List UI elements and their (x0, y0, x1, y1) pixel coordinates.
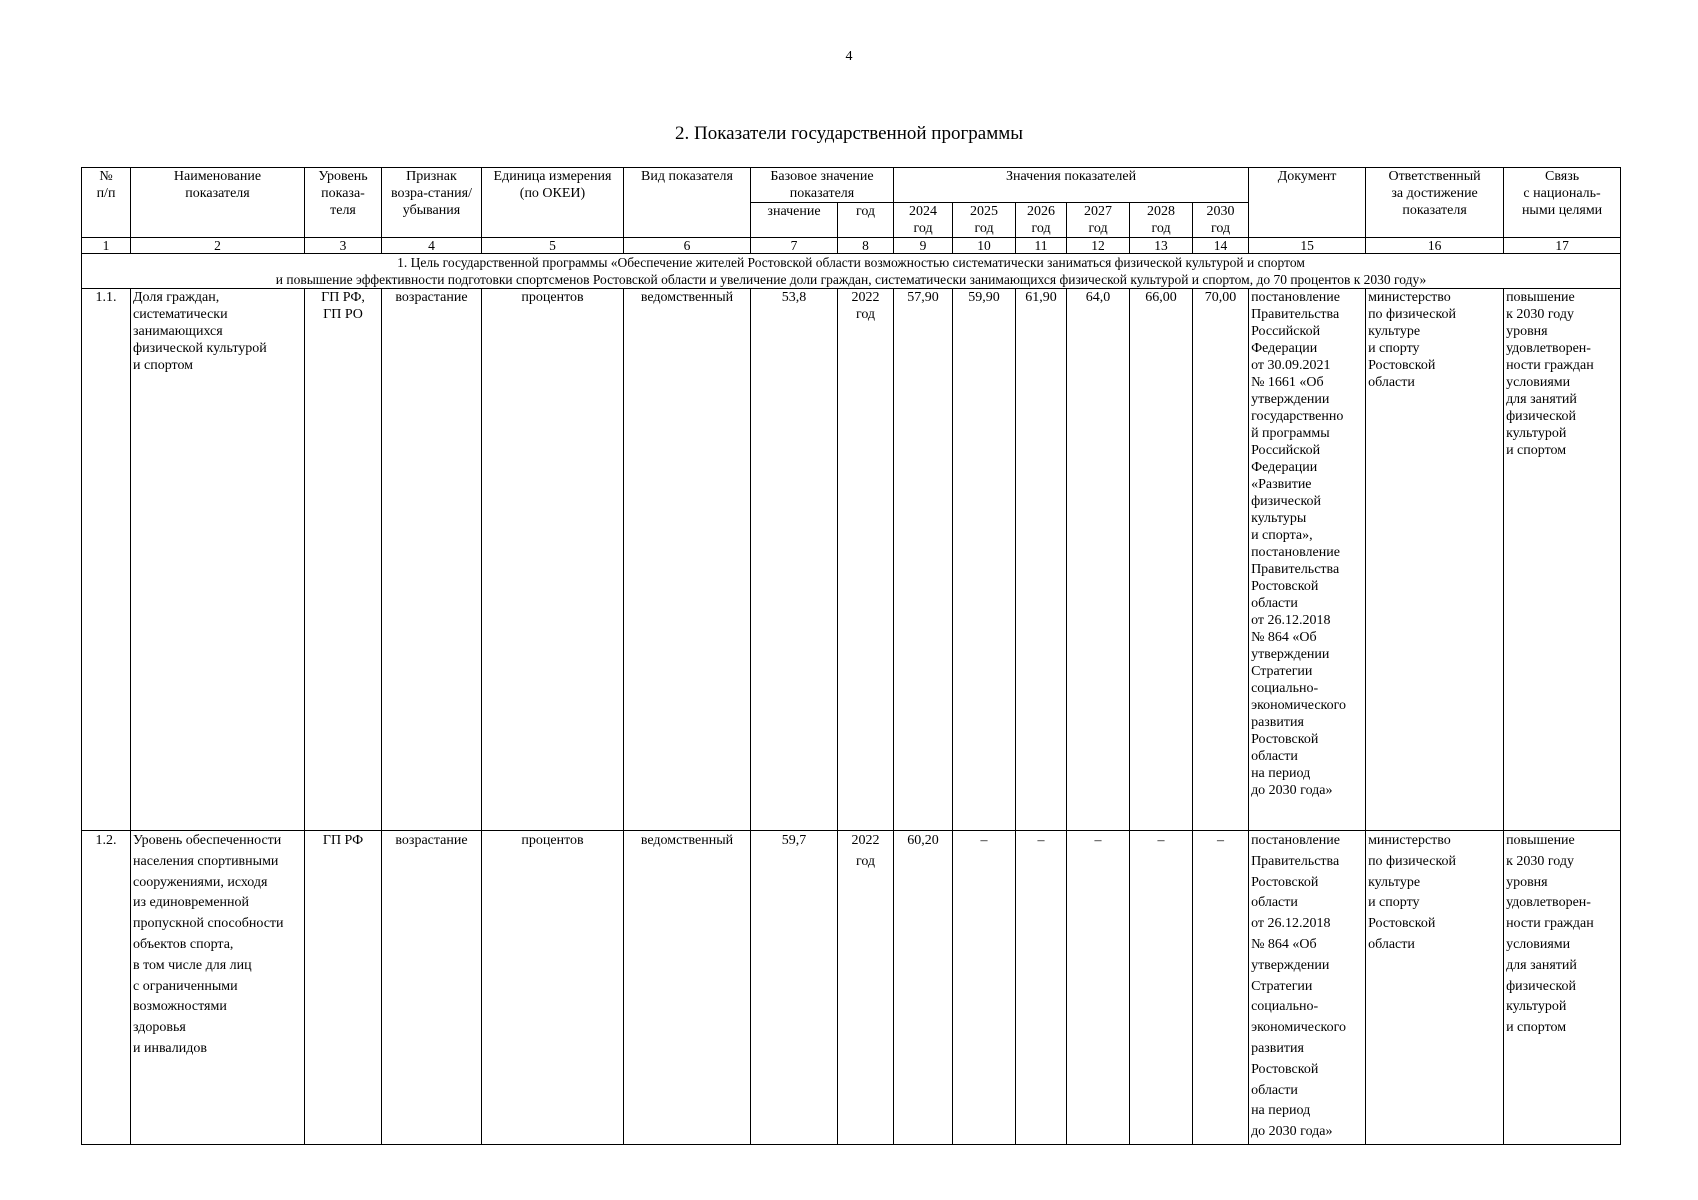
header-document: Документ (1249, 168, 1366, 238)
header-base-year: год (838, 203, 894, 238)
value-2026: 61,90 (1016, 289, 1067, 831)
table-row (82, 289, 1621, 831)
responsible-body: министерство по физической культуре и спорту Ростовской области (1366, 289, 1504, 831)
column-number: 15 (1249, 238, 1366, 254)
column-number: 7 (751, 238, 838, 254)
row-number: 1.1. (82, 289, 131, 831)
value-2027: 64,0 (1067, 289, 1130, 831)
indicator-name: Уровень обеспеченности населения спортивными сооружениями, исходя из единовременной пропускной способности объектов спорта, в том числе для лиц с ограниченными возможностями здоровья и инвалидов (131, 831, 305, 1145)
header-link: Связь с националь- ными целями (1504, 168, 1621, 238)
indicators-table (81, 167, 1621, 1145)
header-name: Наименование показателя (131, 168, 305, 238)
header-2027: 2027 год (1067, 203, 1130, 238)
base-year: 2022 год (838, 831, 894, 1145)
indicator-unit: процентов (482, 289, 624, 831)
header-unit: Единица измерения (по ОКЕИ) (482, 168, 624, 238)
row-number: 1.2. (82, 831, 131, 1145)
header-2025: 2025 год (953, 203, 1016, 238)
column-number: 14 (1193, 238, 1249, 254)
indicator-name: Доля граждан, систематически занимающихся физической культурой и спортом (131, 289, 305, 831)
value-2025: 59,90 (953, 289, 1016, 831)
header-2024: 2024 год (894, 203, 953, 238)
header-responsible: Ответственный за достижение показателя (1366, 168, 1504, 238)
column-number: 2 (131, 238, 305, 254)
national-goal-link: повышение к 2030 году уровня удовлетворен- ности граждан условиями для занятий физической культурой и спортом (1504, 289, 1621, 831)
header-2030: 2030 год (1193, 203, 1249, 238)
column-number: 9 (894, 238, 953, 254)
indicator-level: ГП РФ (305, 831, 382, 1145)
page-title: 2. Показатели государственной программы (674, 123, 1024, 144)
indicator-trend: возрастание (382, 289, 482, 831)
column-number: 12 (1067, 238, 1130, 254)
value-2028: – (1130, 831, 1193, 1145)
column-number: 10 (953, 238, 1016, 254)
header-trend: Признак возра-стания/ убывания (382, 168, 482, 238)
header-level: Уровень показа- теля (305, 168, 382, 238)
indicator-level: ГП РФ, ГП РО (305, 289, 382, 831)
document-reference: постановление Правительства Ростовской области от 26.12.2018 № 864 «Об утверждении Стратегии социально- экономического развития Ростовской области на период до 2030 года» (1249, 831, 1366, 1145)
program-goal: 1. Цель государственной программы «Обеспечение жителей Ростовской области возможностью систематически заниматься физической культурой и спортом и повышение эффективности подготовки спортсменов Ростовской области и увеличение доли граждан, систематически занимающихся физической культурой и спортом, до 70 процентов к 2030 году» (82, 254, 1621, 289)
indicator-kind: ведомственный (624, 289, 751, 831)
column-number: 6 (624, 238, 751, 254)
header-values: Значения показателей (894, 168, 1249, 203)
indicator-unit: процентов (482, 831, 624, 1145)
page-number: 4 (845, 49, 853, 64)
base-value: 53,8 (751, 289, 838, 831)
value-2030: 70,00 (1193, 289, 1249, 831)
responsible-body: министерство по физической культуре и спорту Ростовской области (1366, 831, 1504, 1145)
column-number: 4 (382, 238, 482, 254)
column-number: 11 (1016, 238, 1067, 254)
table-row (82, 831, 1621, 1145)
value-2025: – (953, 831, 1016, 1145)
value-2030: – (1193, 831, 1249, 1145)
header-2028: 2028 год (1130, 203, 1193, 238)
column-number: 5 (482, 238, 624, 254)
column-number: 13 (1130, 238, 1193, 254)
value-2028: 66,00 (1130, 289, 1193, 831)
national-goal-link: повышение к 2030 году уровня удовлетворен- ности граждан условиями для занятий физической культурой и спортом (1504, 831, 1621, 1145)
value-2024: 60,20 (894, 831, 953, 1145)
document-reference: постановление Правительства Российской Федерации от 30.09.2021 № 1661 «Об утверждении государственно й программы Российской Федерации «Развитие физической культуры и спорта», постановление Правительства Ростовской области от 26.12.2018 № 864 «Об утверждении Стратегии социально- экономического развития Ростовской области на период до 2030 года» (1249, 289, 1366, 831)
column-number: 16 (1366, 238, 1504, 254)
column-number: 8 (838, 238, 894, 254)
indicator-kind: ведомственный (624, 831, 751, 1145)
value-2024: 57,90 (894, 289, 953, 831)
base-year: 2022 год (838, 289, 894, 831)
value-2026: – (1016, 831, 1067, 1145)
header-number: № п/п (82, 168, 131, 238)
header-2026: 2026 год (1016, 203, 1067, 238)
column-numbers-row (82, 238, 1621, 254)
column-number: 3 (305, 238, 382, 254)
header-base: Базовое значение показателя (751, 168, 894, 203)
column-number: 1 (82, 238, 131, 254)
column-number: 17 (1504, 238, 1621, 254)
indicator-trend: возрастание (382, 831, 482, 1145)
value-2027: – (1067, 831, 1130, 1145)
header-base-value: значение (751, 203, 838, 238)
header-kind: Вид показателя (624, 168, 751, 238)
base-value: 59,7 (751, 831, 838, 1145)
